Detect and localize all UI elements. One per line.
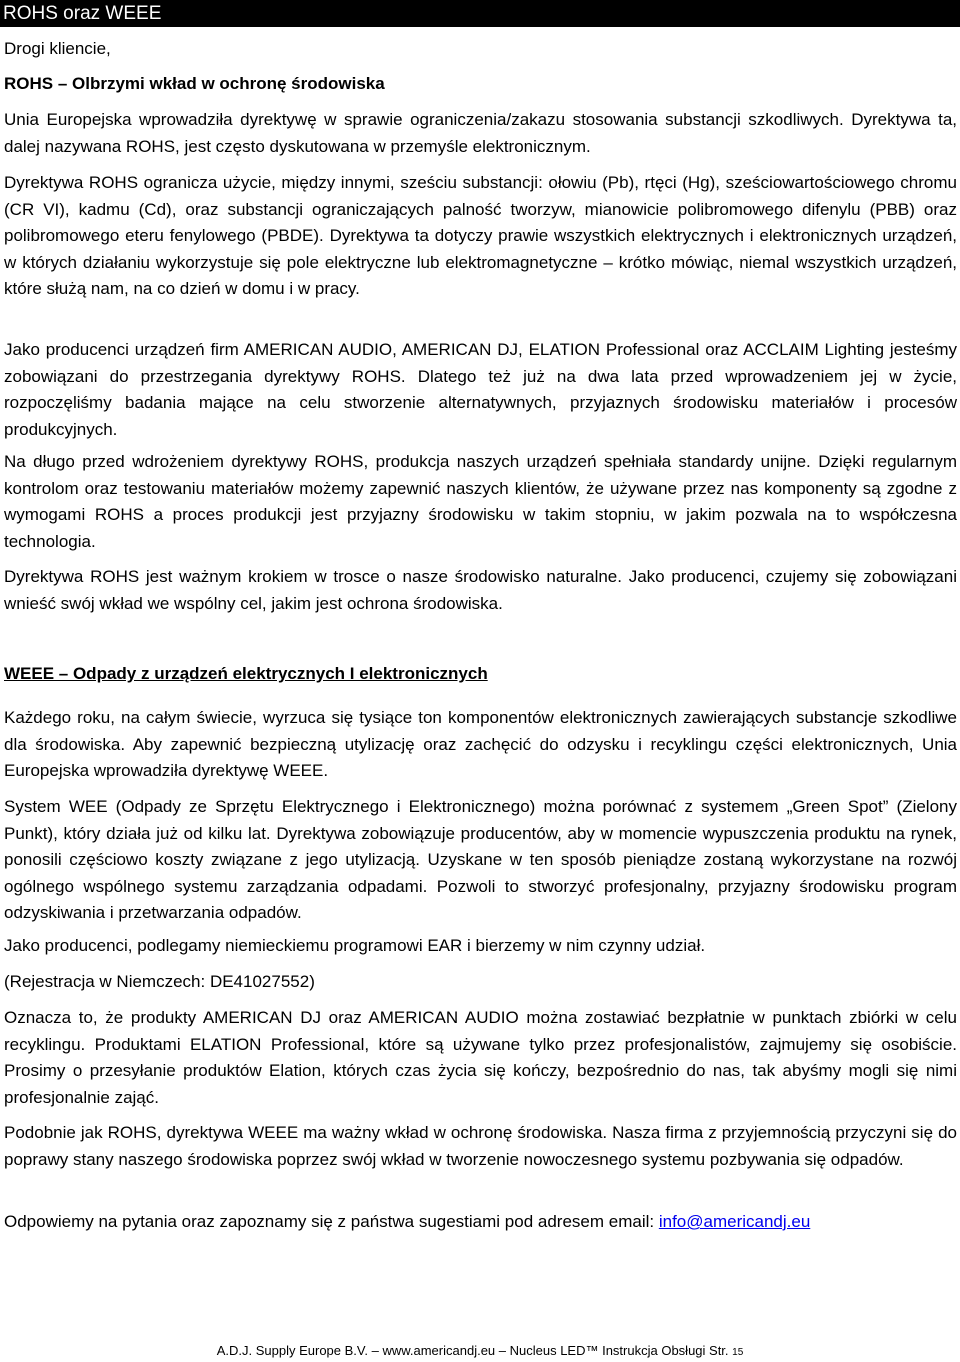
page-footer bbox=[0, 1343, 960, 1361]
rohs-paragraph-2: Dyrektywa ROHS ogranicza użycie, między innymi, sześciu substancji: ołowiu (Pb), rtęci (Hg), sześciowartościowego chromu (CR VI), kadmu (Cd), oraz substancji ograniczających palność tworzyw, mianowicie polibromowego difenylu (PBB) oraz polibromowego eteru fenylowego (PBDE). Dyrektywa ta dotyczy prawie wszystkich elektrycznych i elektronicznych urządzeń, w których działaniu wykorzystuje się pole elektryczne lub elektromagnetyczne – krótko mówiąc, niemal wszystkich urządzeń, które służą nam, na co dzień w domu i w pracy. bbox=[4, 173, 957, 298]
registration-note: (Rejestracja w Niemczech: DE41027552) bbox=[4, 972, 315, 991]
email-link[interactable]: info@americandj.eu bbox=[658, 1212, 811, 1231]
rohs-paragraph-1: Unia Europejska wprowadziła dyrektywę w sprawie ograniczenia/zakazu stosowania substancji szkodliwych. Dyrektywa ta, dalej nazywana ROHS, jest często dyskutowana w przemyśle elektronicznym. bbox=[4, 110, 957, 156]
page-number: 15 bbox=[732, 1347, 744, 1358]
footer-text: A.D.J. Supply Europe B.V. – www.americandj.eu – Nucleus LED™ Instrukcja Obsługi Str. bbox=[216, 1343, 729, 1358]
rohs-paragraph-4: Na długo przed wdrożeniem dyrektywy ROHS, produkcja naszych urządzeń spełniała standardy unijne. Dzięki regularnym kontrolom oraz testowaniu materiałów możemy zapewnić naszych klientów, że używane przez nas komponenty są zgodne z wymogami ROHS a proces produkcji jest przyjazny środowisku w takim stopniu, w jakim pozwala na to współczesna technologia. bbox=[4, 452, 957, 551]
rohs-heading: ROHS – Olbrzymi wkład w ochronę środowiska bbox=[4, 74, 385, 93]
weee-paragraph-3: Jako producenci, podlegamy niemieckiemu programowi EAR i bierzemy w nim czynny udział. bbox=[4, 936, 706, 955]
weee-paragraph-5: Oznacza to, że produkty AMERICAN DJ oraz AMERICAN AUDIO można zostawiać bezpłatnie w punktach zbiórki w celu recyklingu. Produktami ELATION Professional, które są używane tylko przez profesjonalistów, zajmujemy się osobiście. Prosimy o przesyłanie produktów Elation, których czas życia się kończy, bezpośrednio do nas, tak abyśmy mogli się nimi profesjonalnie zająć. bbox=[4, 1008, 957, 1107]
page-title: ROHS oraz WEEE bbox=[0, 0, 960, 27]
greeting: Drogi kliencie, bbox=[4, 39, 111, 58]
weee-paragraph-1: Każdego roku, na całym świecie, wyrzuca się tysiące ton komponentów elektronicznych zawierających substancje szkodliwe dla środowiska. Aby zapewnić bezpieczną utylizację oraz zachęcić do odzysku i recyklingu części elektronicznych, Unia Europejska wprowadziła dyrektywę WEEE. bbox=[4, 708, 957, 780]
weee-paragraph-6: Podobnie jak ROHS, dyrektywa WEEE ma ważny wkład w ochronę środowiska. Nasza firma z przyjemnością przyczyni się do poprawy stany naszego środowiska poprzez swój wkład w tworzenie nowoczesnego systemu pozbywania się odpadów. bbox=[4, 1123, 957, 1169]
rohs-paragraph-5: Dyrektywa ROHS jest ważnym krokiem w trosce o nasze środowisko naturalne. Jako producenci, czujemy się zobowiązani wnieść swój wkład we wspólny cel, jakim jest ochrona środowiska. bbox=[4, 567, 957, 613]
rohs-paragraph-3: Jako producenci urządzeń firm AMERICAN AUDIO, AMERICAN DJ, ELATION Professional oraz ACCLAIM Lighting jesteśmy zobowiązani do przestrzegania dyrektywy ROHS. Dlatego też już na dwa lata przed wprowadzeniem jej w życie, rozpoczęliśmy badania mające na celu stworzenie alternatywnych, przyjaznych środowisku materiałów i procesów produkcyjnych. bbox=[4, 340, 957, 439]
weee-paragraph-2: System WEE (Odpady ze Sprzętu Elektrycznego i Elektronicznego) można porównać z systemem „Green Spot” (Zielony Punkt), który działa już od kilku lat. Dyrektywa zobowiązuje producentów, aby w momencie wypuszczenia produktu na rynek, ponosili częściowo koszty związane z jego utylizacją. Uzyskane w ten sposób pieniądze zostaną wykorzystane na rozwój ogólnego wspólnego systemu zarządzania odpadami. Pozwoli to stworzyć profesjonalny, przyjazny środowisku program odzyskiwania i przetwarzania odpadów. bbox=[4, 797, 957, 922]
contact-text: Odpowiemy na pytania oraz zapoznamy się z państwa sugestiami pod adresem email: bbox=[4, 1212, 655, 1231]
contact-paragraph bbox=[4, 1209, 957, 1236]
weee-heading: WEEE – Odpady z urządzeń elektrycznych I elektronicznych bbox=[4, 664, 488, 683]
